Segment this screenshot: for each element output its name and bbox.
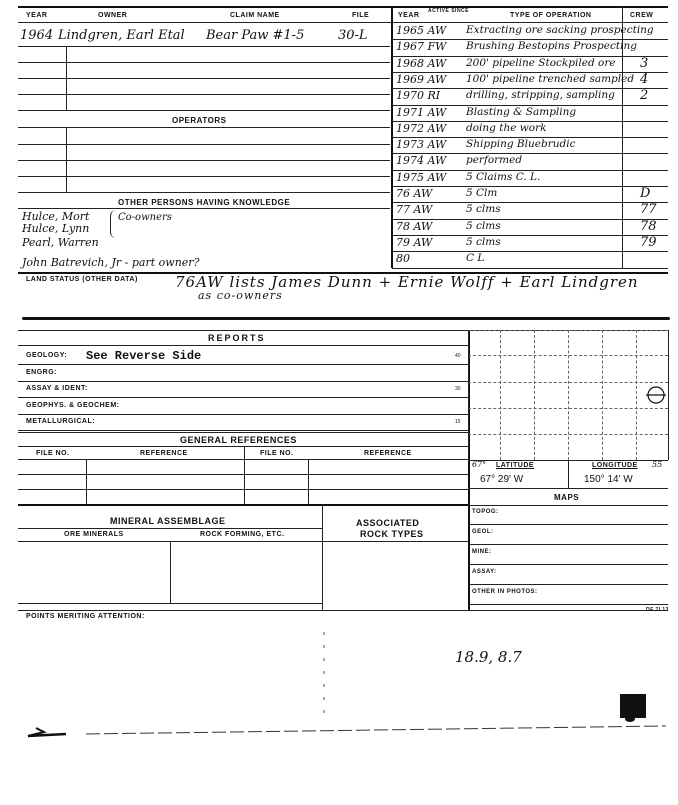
operators-label: OPERATORS — [172, 116, 227, 125]
rule — [18, 46, 390, 47]
longitude-label: LONGITUDE — [592, 462, 638, 469]
ore-minerals-label: ORE MINERALS — [64, 531, 124, 538]
operation-year: 1970 RI — [396, 89, 441, 103]
general-references-label: GENERAL REFERENCES — [180, 435, 297, 445]
rule — [18, 208, 390, 209]
col-divider — [568, 460, 569, 488]
operation-year: 79 AW — [396, 235, 433, 249]
rule — [18, 192, 390, 193]
rule — [18, 397, 468, 398]
rule — [18, 127, 390, 128]
handwritten-numbers: 18.9, 8.7 — [455, 648, 522, 666]
rule — [18, 364, 468, 365]
operation-year: 1974 AW — [396, 154, 447, 168]
rule — [18, 446, 468, 447]
operation-crew: 4 — [640, 71, 649, 87]
rule — [468, 604, 668, 605]
rule — [468, 524, 668, 525]
report-value: See Reverse Side — [86, 349, 202, 363]
rock-types-label: ROCK TYPES — [360, 529, 424, 539]
operation-type: 5 clms — [466, 203, 501, 216]
claim-year: 1964 — [20, 28, 54, 43]
report-label: GEOLOGY: — [26, 352, 68, 359]
operation-year: 76 AW — [396, 187, 433, 200]
operation-type: performed — [466, 154, 523, 167]
rule — [322, 541, 468, 542]
rule — [18, 414, 468, 415]
operation-type: 5 clms — [466, 219, 501, 232]
gr-reference-2: REFERENCE — [364, 450, 412, 457]
rule — [468, 488, 668, 489]
report-num: 30 — [455, 386, 461, 392]
map-row-label: ASSAY: — [472, 569, 497, 575]
rule — [18, 528, 322, 529]
scan-streak — [22, 317, 670, 320]
rule — [468, 505, 668, 506]
header-file: FILE — [352, 12, 370, 19]
mineral-assemblage-label: MINERAL ASSEMBLAGE — [110, 516, 226, 526]
operation-year: 1973 AW — [396, 138, 447, 152]
col-divider — [322, 504, 323, 610]
operation-type: 5 clms — [466, 235, 501, 248]
grid-line — [468, 330, 469, 460]
col-divider — [170, 541, 171, 603]
grid-line — [602, 330, 603, 460]
rule — [18, 432, 468, 433]
scan-arrow-mark — [26, 722, 672, 746]
col-divider — [86, 459, 87, 504]
rule — [468, 544, 668, 545]
maps-label: MAPS — [554, 493, 580, 502]
rule — [392, 202, 668, 203]
bracket — [110, 210, 119, 238]
header-owner: OWNER — [98, 12, 128, 19]
associated-label: ASSOCIATED — [356, 518, 420, 528]
scan-block — [620, 694, 646, 718]
rule — [392, 219, 668, 220]
rule — [18, 160, 390, 161]
header-active-since: ACTIVE SINCE — [428, 8, 470, 14]
header-claim-name: CLAIM NAME — [230, 12, 280, 19]
operation-year: 78 AW — [396, 219, 433, 233]
header-year: YEAR — [26, 12, 48, 19]
rule — [18, 381, 468, 382]
form-number: DF 7L13 — [646, 607, 669, 613]
operation-crew: 2 — [640, 88, 649, 104]
rule — [18, 110, 390, 111]
rule — [468, 584, 668, 585]
operation-crew: 3 — [640, 55, 649, 71]
col-divider — [66, 127, 67, 192]
rule — [18, 345, 468, 346]
operation-year: 77 AW — [396, 203, 433, 217]
points-label: POINTS MERITING ATTENTION: — [26, 613, 145, 620]
person-1: Hulce, Mort — [22, 210, 90, 223]
other-persons-label: OTHER PERSONS HAVING KNOWLEDGE — [118, 198, 291, 207]
col-divider — [244, 446, 245, 504]
operation-year: 1965 AW — [396, 24, 447, 37]
header-year-right: YEAR — [398, 12, 420, 19]
report-label: METALLURGICAL: — [26, 418, 96, 425]
co-owners-note: Co-owners — [118, 212, 172, 223]
grid-line — [500, 330, 501, 460]
reports-label: REPORTS — [208, 333, 266, 343]
top-border — [18, 6, 668, 8]
operation-type: 100' pipeline trenched sampled — [466, 72, 635, 85]
gr-reference-1: REFERENCE — [140, 450, 188, 457]
operation-year: 1968 AW — [396, 56, 447, 70]
operation-year: 1972 AW — [396, 121, 447, 135]
rule — [18, 144, 390, 145]
operation-type: Shipping Bluebrudic — [466, 138, 576, 151]
header-type-of-operation: TYPE OF OPERATION — [510, 12, 592, 19]
rule — [392, 235, 668, 236]
rule — [18, 430, 468, 431]
header-crew: CREW — [630, 12, 654, 19]
latitude-label: LATITUDE — [496, 462, 535, 469]
map-row-label: TOPOG: — [472, 509, 499, 515]
operation-type: 5 Clm — [466, 187, 498, 199]
scan-dashes — [316, 630, 336, 720]
operation-type: Extracting ore sacking prospecting — [466, 24, 654, 36]
grid-line — [534, 330, 535, 460]
claim-owner: Lindgren, Earl Etal — [58, 28, 185, 43]
report-num: 40 — [455, 353, 461, 359]
operation-year: 1967 FW — [396, 40, 447, 54]
map-row-label: MINE: — [472, 549, 492, 555]
long-suffix: 55 — [652, 460, 663, 469]
report-label: ENGRG: — [26, 368, 57, 376]
rule — [18, 94, 390, 95]
operation-type: doing the work — [466, 121, 547, 134]
rule — [468, 564, 668, 565]
person-2: Hulce, Lynn — [22, 222, 90, 235]
report-label: ASSAY & IDENT: — [26, 385, 88, 392]
operation-type: 200' pipeline Stockpiled ore — [466, 56, 616, 69]
rule — [18, 176, 390, 177]
col-divider — [66, 46, 67, 110]
grid-line — [636, 330, 637, 460]
land-status-text: 76AW lists James Dunn + Ernie Wolff + Earl Lindgren — [175, 273, 639, 291]
claim-name: Bear Paw #1-5 — [206, 28, 305, 43]
longitude-value: 150° 14' W — [584, 474, 633, 485]
rule — [392, 251, 668, 252]
gr-file-no-1: FILE NO. — [36, 450, 70, 457]
land-status-label: LAND STATUS (OTHER DATA) — [26, 276, 138, 283]
report-label: GEOPHYS. & GEOCHEM: — [26, 401, 120, 409]
grid-line — [668, 330, 669, 460]
operation-type: C L — [466, 252, 485, 265]
operation-type: Blasting & Sampling — [466, 105, 577, 118]
operation-type: Brushing Bestopins Prospecting — [466, 40, 637, 53]
grid-line — [568, 330, 569, 460]
person-4: John Batrevich, Jr - part owner? — [22, 256, 200, 269]
rule — [18, 610, 668, 611]
operation-year: 1971 AW — [396, 105, 447, 119]
map-row-label: OTHER IN PHOTOS: — [472, 589, 538, 595]
col-divider — [308, 459, 309, 504]
land-status-text2: as co-owners — [198, 289, 283, 302]
latitude-value: 67° 29' W — [480, 474, 524, 485]
rule — [18, 62, 390, 63]
rule — [392, 186, 668, 187]
map-row-label: GEOL: — [472, 529, 494, 535]
gr-file-no-2: FILE NO. — [260, 450, 294, 457]
operation-crew: 77 — [640, 202, 657, 218]
rule — [392, 268, 668, 269]
rock-forming-label: ROCK FORMING, ETC. — [200, 531, 285, 538]
crosshair-icon — [644, 385, 668, 405]
operation-crew: 78 — [640, 218, 657, 234]
report-num: 15 — [455, 419, 461, 425]
rule — [18, 504, 468, 506]
person-3: Pearl, Warren — [22, 236, 99, 249]
operation-crew: 79 — [640, 234, 657, 250]
operation-crew: D — [640, 186, 651, 201]
claim-file: 30-L — [338, 28, 368, 43]
operation-year: 1969 AW — [396, 72, 447, 86]
operation-type: 5 Claims C. L. — [466, 170, 541, 183]
lat-prefix: 67° — [472, 460, 487, 469]
rule — [18, 78, 390, 79]
operation-year: 80 — [396, 252, 410, 266]
operation-type: drilling, stripping, sampling — [466, 89, 615, 102]
rule — [18, 603, 322, 604]
header-underline — [18, 22, 668, 23]
operation-year: 1975 AW — [396, 170, 447, 184]
